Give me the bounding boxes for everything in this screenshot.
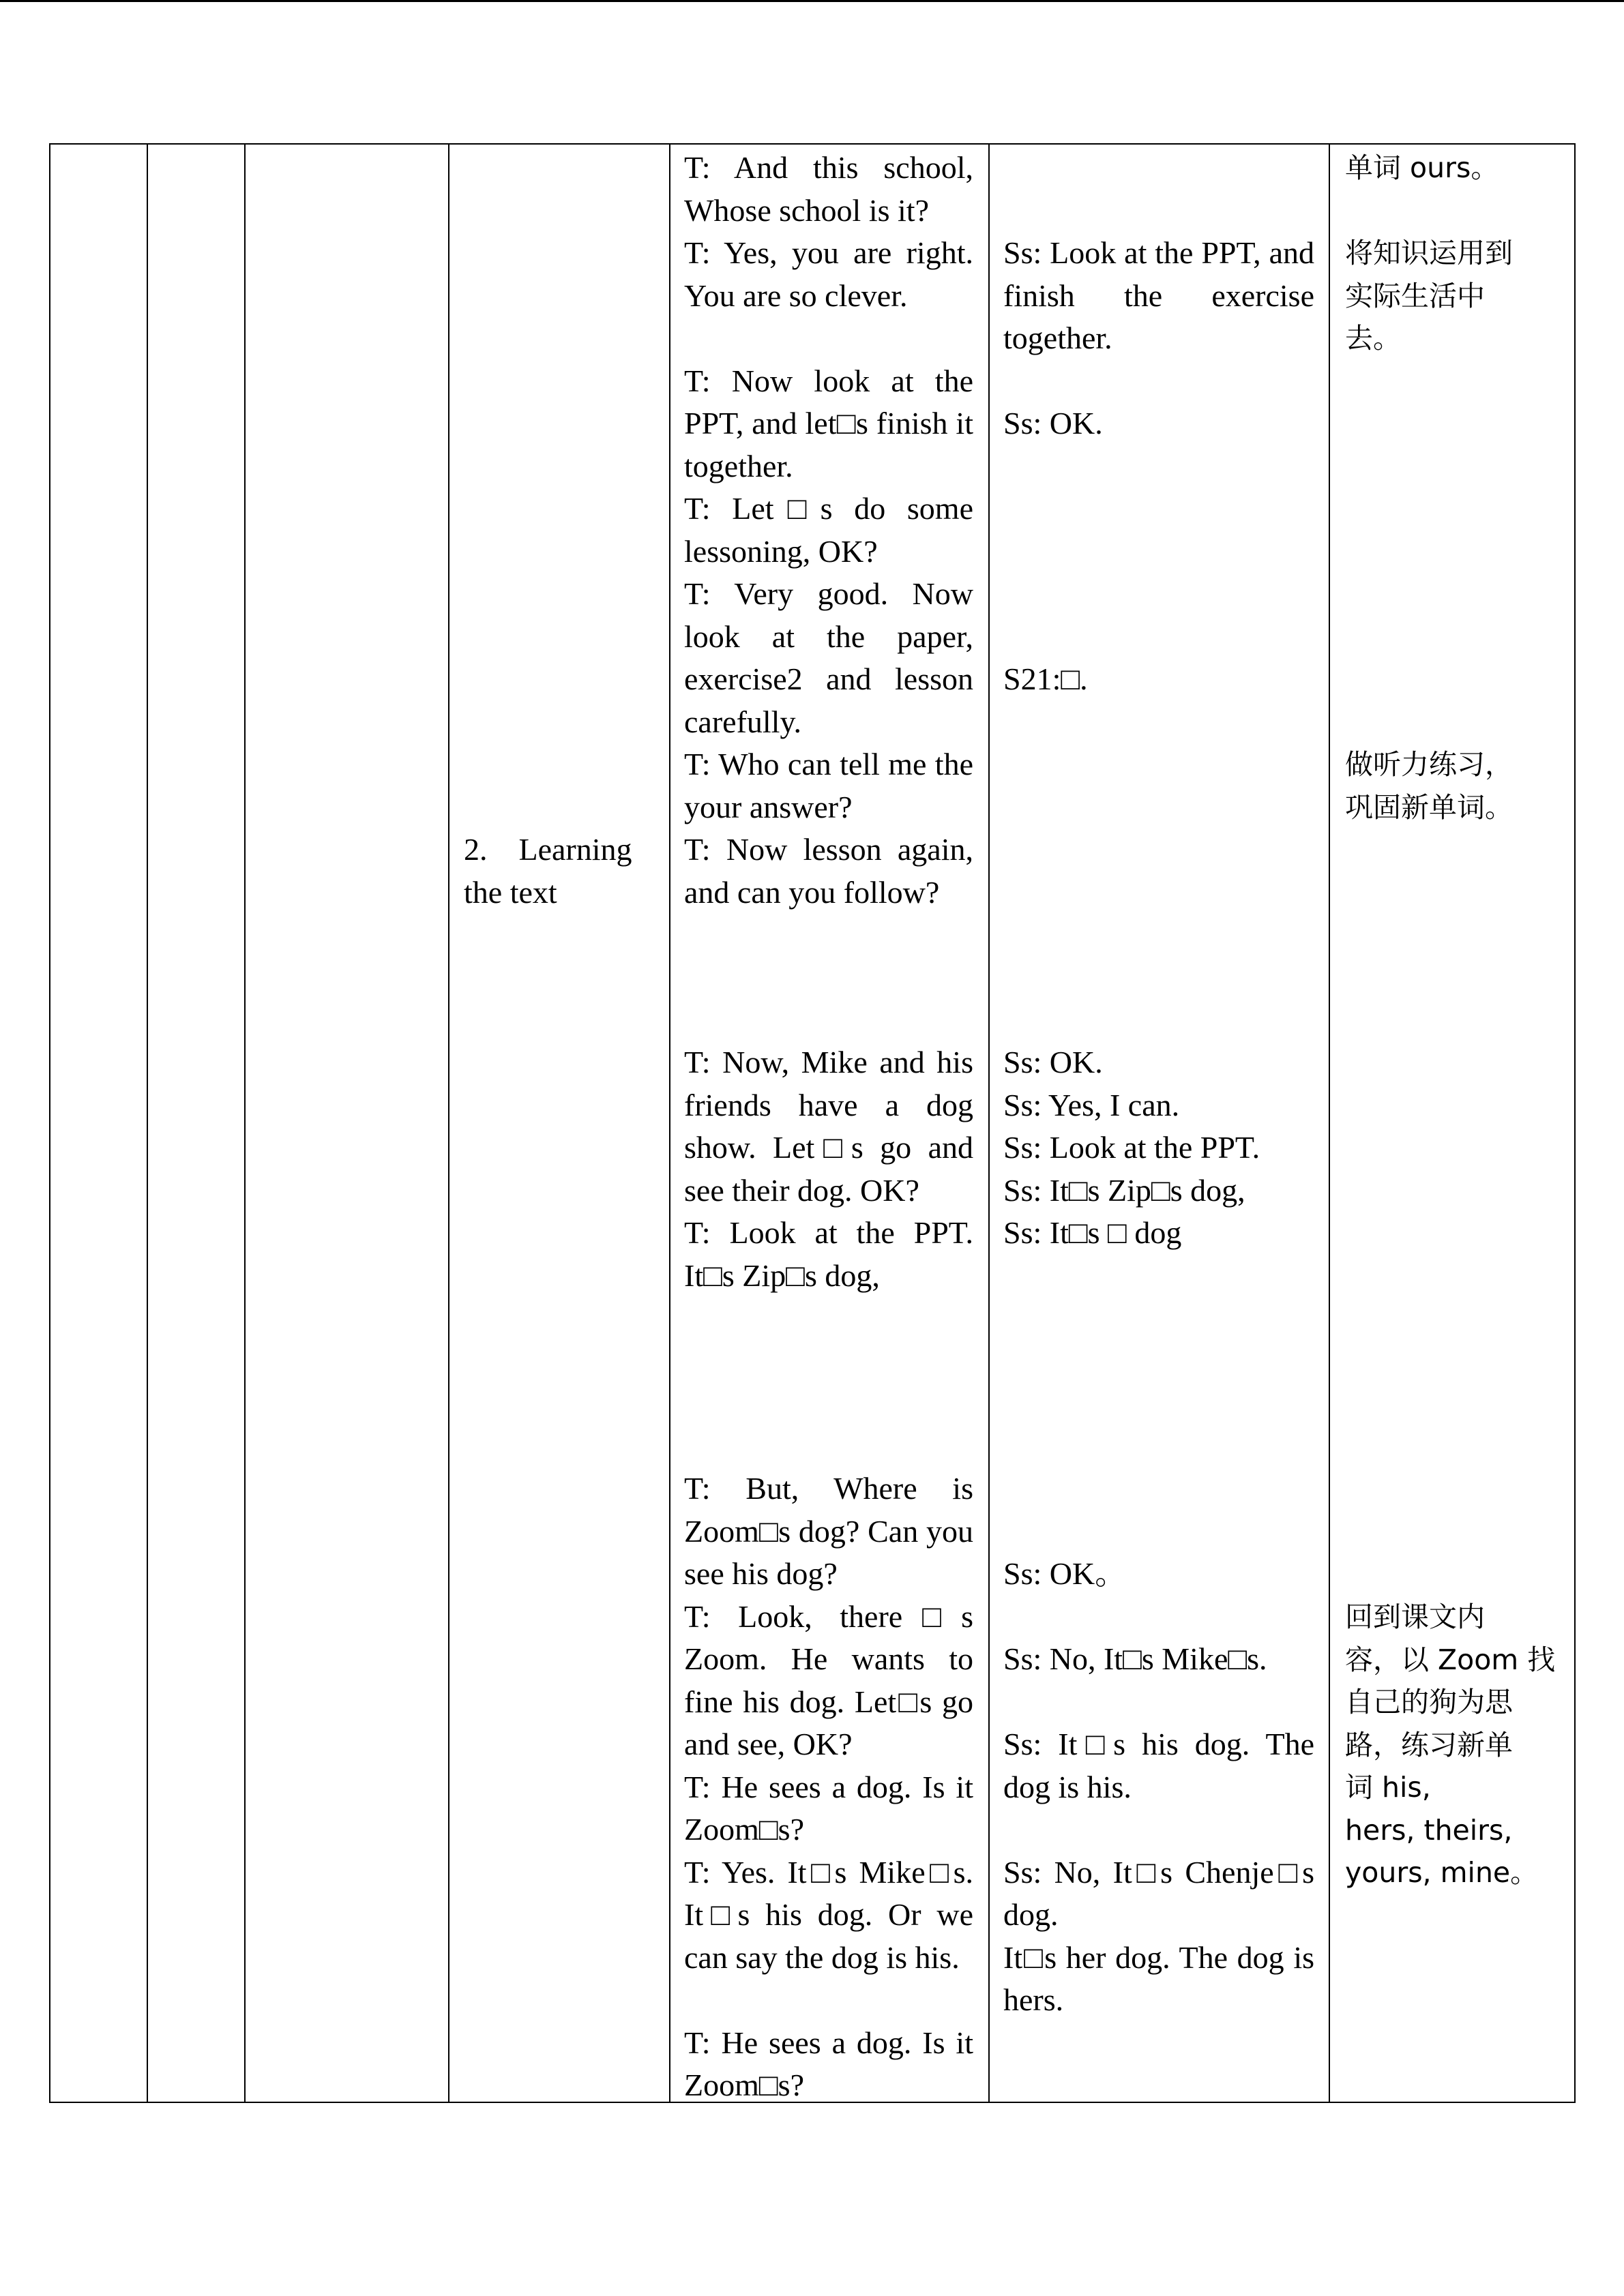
column-border [1329, 143, 1330, 2103]
note-line: 去。 [1345, 322, 1401, 355]
student-activity-cell [1003, 658, 1314, 701]
student-activity-cell [1003, 1553, 1314, 2022]
design-intent-cell [1345, 147, 1563, 360]
student-line: Ss: No, It□s Mike□s. [1003, 1641, 1267, 1676]
student-line: Ss: No, It□s Chenje□s dog. [1003, 1854, 1314, 1932]
student-line: It□s her dog. The dog is hers. [1003, 1939, 1314, 2017]
note-line: yours, mine。 [1345, 1856, 1539, 1889]
teacher-line: T: Now lesson again, and can you follow? [684, 832, 973, 910]
column-border [1574, 143, 1576, 2103]
note-line: 单词 ours。 [1345, 151, 1499, 184]
teacher-line: T: Look, there□s Zoom. He wants to fine his dog. Let□s go and see, OK? [684, 1598, 973, 1761]
student-line: Ss: OK. [1003, 406, 1103, 441]
student-line: Ss: It□s his dog. The dog is his. [1003, 1727, 1314, 1804]
column-border [49, 143, 50, 2103]
note-line: 词 his, [1345, 1771, 1431, 1804]
student-line: Ss: It□s □ dog [1003, 1215, 1182, 1250]
note-line: 路，练习新单 [1345, 1728, 1513, 1761]
column-border [988, 143, 990, 2103]
teacher-line: T: Very good. Now look at the paper, exercise2 and lesson carefully. [684, 576, 973, 739]
column-border [147, 143, 148, 2103]
design-intent-cell [1345, 1596, 1563, 1894]
note-line: 实际生活中 [1345, 279, 1485, 312]
note-line: 将知识运用到 [1345, 237, 1513, 269]
stage-label-line: 2. Learning [464, 832, 632, 867]
student-line: Ss: Look at the PPT. [1003, 1130, 1260, 1165]
teacher-line: T: He sees a dog. Is it Zoom□s? [684, 2025, 973, 2102]
student-activity-cell [1003, 232, 1314, 445]
teacher-activity-cell [684, 1041, 973, 1297]
teacher-activity-cell [684, 1467, 973, 2107]
column-border [669, 143, 670, 2103]
student-line: Ss: Look at the PPT, and finish the exercise together. [1003, 235, 1314, 355]
teacher-line: T: But, Where is Zoom□s dog? Can you see his dog? [684, 1471, 973, 1591]
teacher-line: T: Who can tell me the your answer? [684, 747, 973, 824]
teacher-line: T: And this school, Whose school is it? [684, 150, 973, 228]
teacher-line: T: Yes, you are right. You are so clever. [684, 235, 973, 313]
note-line: 回到课文内 [1345, 1600, 1485, 1633]
student-line: Ss: It□s Zip□s dog, [1003, 1172, 1245, 1208]
column-border [448, 143, 449, 2103]
student-line: Ss: Yes, I can. [1003, 1087, 1180, 1122]
teacher-line: T: Let□s do some lessoning, OK? [684, 491, 973, 569]
teacher-line: T: Yes. It□s Mike□s. It□s his dog. Or we can say the dog is his. [684, 1854, 973, 1975]
teacher-line: T: Now look at the PPT, and let□s finish it together. [684, 363, 973, 483]
teacher-line: T: Now, Mike and his friends have a dog show. Let□s go and see their dog. OK? [684, 1045, 973, 1208]
teacher-line: T: He sees a dog. Is it Zoom□s? [684, 1769, 973, 1847]
note-line: hers, theirs, [1345, 1813, 1513, 1847]
note-line: 做听力练习， [1345, 748, 1513, 781]
stage-cell [464, 829, 655, 914]
design-intent-cell [1345, 743, 1563, 829]
stage-label-line: the text [464, 874, 557, 910]
student-line: S21:□. [1003, 661, 1088, 696]
note-line: 容，以 Zoom 找 [1345, 1643, 1556, 1676]
teacher-line: T: Look at the PPT. It□s Zip□s dog, [684, 1215, 973, 1293]
student-line: Ss: OK。 [1003, 1556, 1127, 1591]
note-line: 巩固新单词。 [1345, 790, 1513, 824]
column-border [244, 143, 246, 2103]
student-line: Ss: OK. [1003, 1045, 1103, 1079]
student-activity-cell [1003, 1041, 1314, 1255]
note-line: 自己的狗为思 [1345, 1686, 1513, 1718]
table-top-border [49, 143, 1576, 145]
page-top-border [0, 0, 1624, 2]
teacher-activity-cell [684, 147, 973, 914]
